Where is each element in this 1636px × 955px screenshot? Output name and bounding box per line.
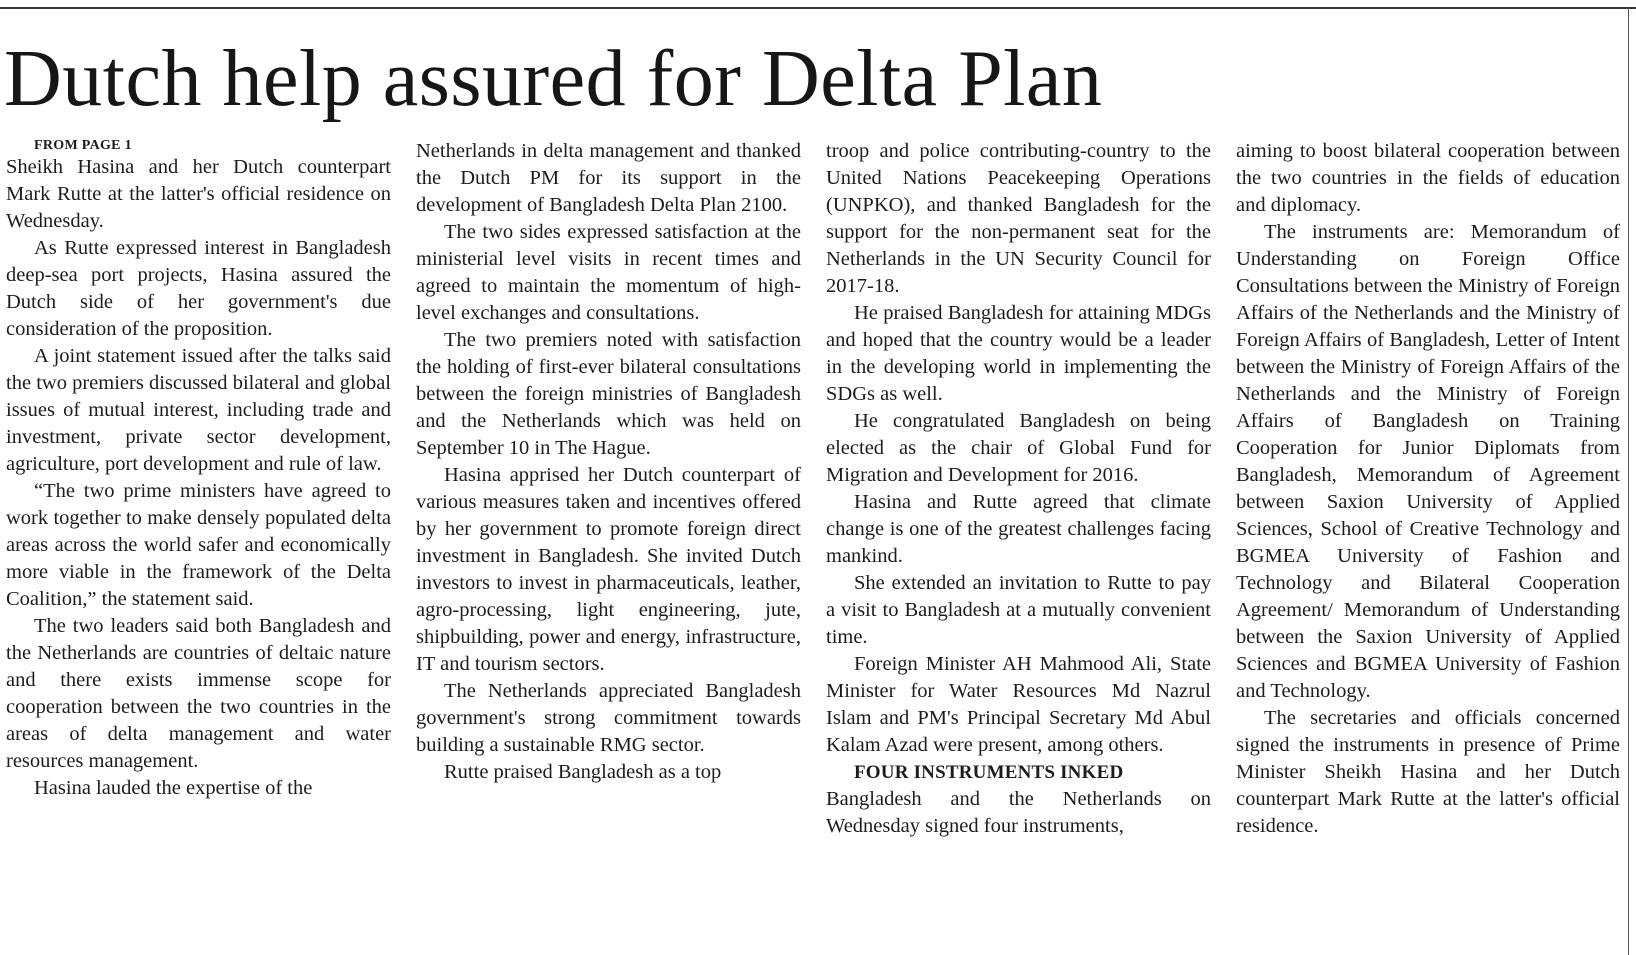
column-2 xyxy=(416,138,801,955)
paragraph: The instruments are: Memorandum of Understanding on Foreign Office Consultations between the Ministry of Foreign Affairs of the Netherlands and the Ministry of Foreign Affairs of Bangladesh, Letter of Intent between the Ministry of Foreign Affairs of the Netherlands and the Ministry of Foreign Affairs of Bangladesh on Training Cooperation for Junior Diplomats from Bangladesh, Memorandum of Agreement between Saxion University of Applied Sciences, School of Creative Technology and BGMEA University of Fashion and Technology and Bilateral Cooperation Agreement/ Memorandum of Understanding between the Saxion University of Applied Sciences and BGMEA University of Fashion and Technology. xyxy=(1236,221,1620,702)
article-body xyxy=(0,138,1636,955)
paragraph: The two leaders said both Bangladesh and the Netherlands are countries of deltaic nature and there exists immense scope for cooperation between the two countries in the areas of delta management and water resources management. xyxy=(6,615,391,772)
paragraph: Hasina and Rutte agreed that climate change is one of the greatest challenges facing mankind. xyxy=(826,491,1211,567)
article-headline: Dutch help assured for Delta Plan xyxy=(4,35,1103,123)
paragraph: The Netherlands appreciated Bangladesh government's strong commitment towards building a sustainable RMG sector. xyxy=(416,680,801,756)
column-4 xyxy=(1236,138,1620,955)
paragraph: Hasina apprised her Dutch counterpart of various measures taken and incentives offered by her government to promote foreign direct investment in Bangladesh. She invited Dutch investors to invest in pharmaceuticals, leather, agro-processing, light engineering, jute, shipbuilding, power and energy, infrastructure, IT and tourism sectors. xyxy=(416,464,801,675)
paragraph: Rutte praised Bangladesh as a top xyxy=(444,761,722,783)
paragraph: Netherlands in delta management and thanked the Dutch PM for its support in the development of Bangladesh Delta Plan 2100. xyxy=(416,140,801,216)
paragraph: A joint statement issued after the talks said the two premiers discussed bilateral and global issues of mutual interest, including trade and investment, private sector development, agriculture, port development and rule of law. xyxy=(6,345,391,475)
column-3 xyxy=(826,138,1211,955)
subheading: FOUR INSTRUMENTS INKED xyxy=(854,762,1124,783)
column-1 xyxy=(6,138,391,955)
paragraph: She extended an invitation to Rutte to pay a visit to Bangladesh at a mutually convenient time. xyxy=(826,572,1211,648)
paragraph: The secretaries and officials concerned signed the instruments in presence of Prime Minister Sheikh Hasina and her Dutch counterpart Mark Rutte at the latter's official residence. xyxy=(1236,707,1620,837)
paragraph: Bangladesh and the Netherlands on Wednesday signed four instruments, xyxy=(826,788,1211,837)
paragraph: The two sides expressed satisfaction at the ministerial level visits in recent times and agreed to maintain the momentum of high-level exchanges and consultations. xyxy=(416,221,801,324)
paragraph: He praised Bangladesh for attaining MDGs and hoped that the country would be a leader in the developing world in implementing the SDGs as well. xyxy=(826,302,1211,405)
paragraph: “The two prime ministers have agreed to work together to make densely populated delta areas across the world safer and economically more viable in the framework of the Delta Coalition,” the statement said. xyxy=(6,480,391,610)
paragraph: troop and police contributing-country to the United Nations Peacekeeping Operations (UNPKO), and thanked Bangladesh for the support for the non-permanent seat for the Netherlands in the UN Security Council for 2017-18. xyxy=(826,140,1211,297)
paragraph: aiming to boost bilateral cooperation between the two countries in the fields of education and diplomacy. xyxy=(1236,140,1620,216)
top-rule xyxy=(0,7,1636,9)
paragraph: Sheikh Hasina and her Dutch counterpart Mark Rutte at the latter's official residence on Wednesday. xyxy=(6,156,391,232)
paragraph: Foreign Minister AH Mahmood Ali, State Minister for Water Resources Md Nazrul Islam and PM's Principal Secretary Md Abul Kalam Azad were present, among others. xyxy=(826,653,1211,756)
paragraph: As Rutte expressed interest in Bangladesh deep-sea port projects, Hasina assured the Dutch side of her government's due consideration of the proposition. xyxy=(6,237,391,340)
paragraph: Hasina lauded the expertise of the xyxy=(34,777,313,799)
paragraph: The two premiers noted with satisfaction the holding of first-ever bilateral consultations between the foreign ministries of Bangladesh and the Netherlands which was held on September 10 in The Hague. xyxy=(416,329,801,459)
paragraph: He congratulated Bangladesh on being elected as the chair of Global Fund for Migration and Development for 2016. xyxy=(826,410,1211,486)
kicker: FROM PAGE 1 xyxy=(34,138,132,153)
